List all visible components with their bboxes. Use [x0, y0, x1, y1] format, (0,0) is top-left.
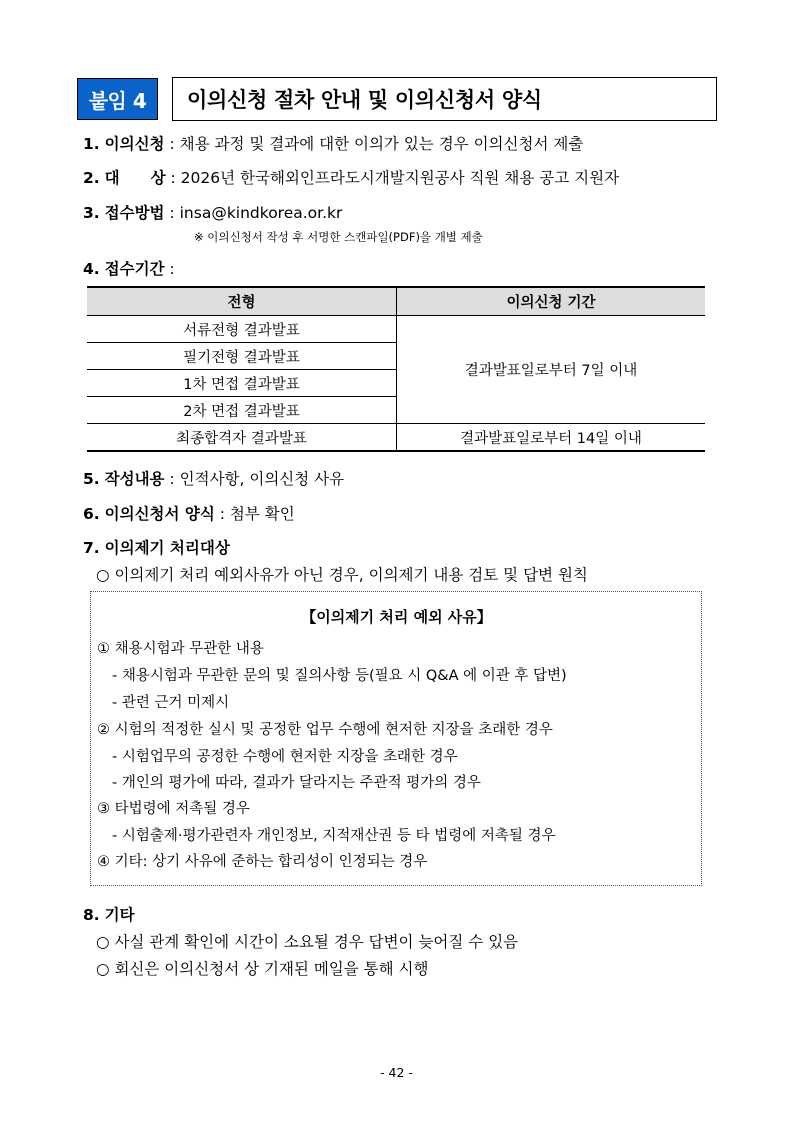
section-1-text: : 채용 과정 및 결과에 대한 이의가 있는 경우 이의신청서 제출: [169, 135, 584, 153]
other-bullet-1: ○ 사실 관계 확인에 시간이 소요될 경우 답변이 늦어질 수 있음: [96, 933, 519, 951]
page-title: 이의신청 절차 안내 및 이의신청서 양식: [172, 77, 717, 121]
attachment-badge: 붙임 4: [77, 78, 158, 120]
section-5: 5. 작성내용 : 인적사항, 이의신청 사유: [83, 470, 345, 488]
section-7: 7. 이의제기 처리대상: [83, 539, 230, 557]
section-4-label: 접수기간: [104, 260, 165, 278]
section-7-label: 이의제기 처리대상: [104, 539, 230, 557]
exception-subitem: - 시험업무의 공정한 수행에 현저한 지장을 초래한 경우: [112, 749, 458, 765]
exception-subitem: - 개인의 평가에 따라, 결과가 달라지는 주관적 평가의 경우: [112, 775, 481, 791]
other-bullet-2: ○ 회신은 이의신청서 상 기재된 메일을 통해 시행: [96, 960, 429, 978]
section-6-text: : 첨부 확인: [219, 505, 295, 523]
table-cell-period-group: 결과발표일로부터 7일 이내: [397, 316, 706, 424]
table-cell-period-final: 결과발표일로부터 14일 이내: [397, 424, 706, 452]
section-4: 4. 접수기간 :: [83, 260, 175, 278]
exception-item-3: ③ 타법령에 저촉될 경우: [97, 801, 250, 817]
table-cell-stage: 2차 면접 결과발표: [87, 397, 397, 424]
section-8: 8. 기타: [83, 906, 135, 924]
exceptions-title: 【이의제기 처리 예외 사유】: [301, 608, 492, 626]
table-cell-stage: 필기전형 결과발표: [87, 343, 397, 370]
exception-item-2: ② 시험의 적정한 실시 및 공정한 업무 수행에 현저한 지장을 초래한 경우: [97, 722, 553, 738]
section-3: 3. 접수방법 : insa@kindkorea.or.kr: [83, 204, 343, 222]
exception-subitem: - 관련 근거 미제시: [112, 695, 230, 711]
table-header-row: [87, 287, 705, 316]
table-cell-stage: 서류전형 결과발표: [87, 316, 397, 343]
section-1: 1. 이의신청 : 채용 과정 및 결과에 대한 이의가 있는 경우 이의신청서 제출: [83, 135, 584, 153]
section-1-label: 이의신청: [104, 135, 165, 153]
exception-item-1: ① 채용시험과 무관한 내용: [97, 641, 264, 657]
submit-email: : insa@kindkorea.or.kr: [169, 204, 343, 222]
table-cell-stage: 최종합격자 결과발표: [87, 424, 397, 452]
page-number: - 42 -: [380, 1065, 413, 1080]
section-3-label: 접수방법: [104, 204, 165, 222]
section-2-label: 대 상: [104, 169, 166, 187]
section-6: 6. 이의신청서 양식 : 첨부 확인: [83, 505, 295, 523]
period-table: [87, 286, 705, 452]
table-row: [87, 316, 705, 343]
target-bullet: ○ 이의제기 처리 예외사유가 아닌 경우, 이의제기 내용 검토 및 답변 원칙: [96, 566, 588, 584]
submit-note: ※ 이의신청서 작성 후 서명한 스캔파일(PDF)을 개별 제출: [194, 230, 483, 244]
section-6-label: 이의신청서 양식: [104, 505, 215, 523]
table-header-stage: 전형: [87, 287, 397, 316]
exception-subitem: - 시험출제·평가관련자 개인정보, 지적재산권 등 타 법령에 저촉될 경우: [112, 828, 556, 844]
section-8-label: 기타: [104, 906, 135, 924]
table-cell-stage: 1차 면접 결과발표: [87, 370, 397, 397]
section-5-text: : 인적사항, 이의신청 사유: [169, 470, 345, 488]
section-2-text: : 2026년 한국해외인프라도시개발지원공사 직원 채용 공고 지원자: [170, 169, 620, 187]
table-row: [87, 424, 705, 452]
section-2: 2. 대 상 : 2026년 한국해외인프라도시개발지원공사 직원 채용 공고 지원자: [83, 169, 620, 187]
exception-item-4: ④ 기타: 상기 사유에 준하는 합리성이 인정되는 경우: [97, 854, 428, 870]
exception-subitem: - 채용시험과 무관한 문의 및 질의사항 등(필요 시 Q&A 에 이관 후 답변): [112, 668, 567, 684]
section-5-label: 작성내용: [104, 470, 165, 488]
table-header-period: 이의신청 기간: [397, 287, 706, 316]
